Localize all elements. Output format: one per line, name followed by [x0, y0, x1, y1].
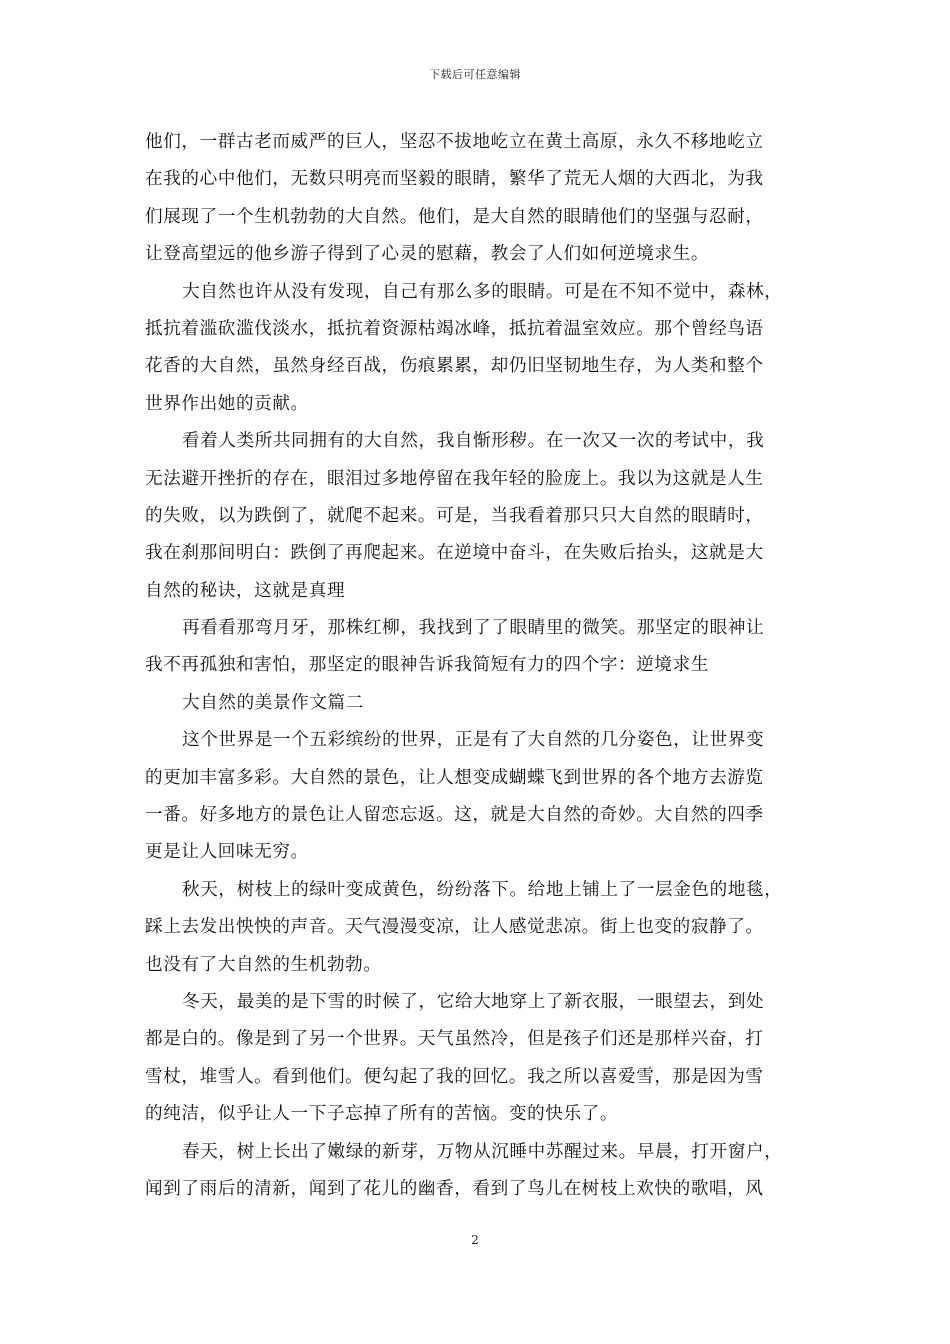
text-line: 无法避开挫折的存在，眼泪过多地停留在我年轻的脸庞上。我以为这就是人生 [145, 468, 764, 489]
text-line: 大自然也许从没有发现，自己有那么多的眼睛。可是在不知不觉中，森林， [182, 281, 783, 302]
text-line: 冬天，最美的是下雪的时候了，它给大地穿上了新衣服，一眼望去，到处 [182, 991, 765, 1012]
text-line: 抵抗着滥砍滥伐淡水，抵抗着资源枯竭冰峰，抵抗着温室效应。那个曾经鸟语 [145, 318, 764, 339]
text-line: 在我的心中他们，无数只明亮而坚毅的眼睛，繁华了荒无人烟的大西北，为我 [145, 169, 764, 190]
text-line: 都是白的。像是到了另一个世界。天气虽然冷，但是孩子们还是那样兴奋，打 [145, 1029, 764, 1050]
text-line: 一番。好多地方的景色让人留恋忘返。这，就是大自然的奇妙。大自然的四季 [145, 805, 764, 826]
text-line: 再看看那弯月牙，那株红柳，我找到了了眼睛里的微笑。那坚定的眼神让 [182, 618, 765, 639]
text-line: 闻到了雨后的清新，闻到了花儿的幽香，看到了鸟儿在树枝上欢快的歌唱，风 [145, 1178, 764, 1199]
text-line: 我不再孤独和害怕，那坚定的眼神告诉我简短有力的四个字：逆境求生 [145, 655, 710, 676]
text-line: 我在刹那间明白：跌倒了再爬起来。在逆境中奋斗，在失败后抬头，这就是大 [145, 543, 764, 564]
text-line: 春天，树上长出了嫩绿的新芽，万物从沉睡中苏醒过来。早晨，打开窗户， [182, 1141, 783, 1162]
text-line: 踩上去发出怏怏的声音。天气漫漫变凉，让人感觉悲凉。街上也变的寂静了。 [145, 917, 764, 938]
text-line: 世界作出她的贡献。 [145, 393, 309, 414]
text-line: 们展现了一个生机勃勃的大自然。他们，是大自然的眼睛他们的坚强与忍耐， [145, 206, 764, 227]
text-line: 也没有了大自然的生机勃勃。 [145, 954, 382, 975]
text-line: 花香的大自然，虽然身经百战，伤痕累累，却仍旧坚韧地生存，为人类和整个 [145, 356, 764, 377]
text-line: 自然的秘诀，这就是真理 [145, 580, 346, 601]
text-line: 他们，一群古老而威严的巨人，坚忍不拔地屹立在黄土高原，永久不移地屹立 [145, 132, 764, 152]
page-number: 2 [471, 1233, 479, 1247]
text-line: 看着人类所共同拥有的大自然，我自惭形秽。在一次又一次的考试中，我 [182, 431, 765, 452]
text-line: 的失败，以为跌倒了，就爬不起来。可是，当我看着那只只大自然的眼睛时， [145, 505, 764, 526]
text-line: 大自然的美景作文篇二 [182, 692, 364, 713]
text-line: 让登高望远的他乡游子得到了心灵的慰藉，教会了人们如何逆境求生。 [145, 244, 710, 265]
text-line: 的更加丰富多彩。大自然的景色，让人想变成蝴蝶飞到世界的各个地方去游览 [145, 767, 764, 788]
text-line: 雪杖，堆雪人。看到他们。便勾起了我的回忆。我之所以喜爱雪，那是因为雪 [145, 1066, 764, 1087]
page-header: 下载后可任意编辑 [429, 68, 521, 81]
body-text [145, 124, 810, 1208]
text-line: 秋天，树枝上的绿叶变成黄色，纷纷落下。给地上铺上了一层金色的地毯， [182, 879, 783, 900]
text-line: 的纯洁，似乎让人一下子忘掉了所有的苦恼。变的快乐了。 [145, 1104, 619, 1125]
text-line: 这个世界是一个五彩缤纷的世界，正是有了大自然的几分姿色，让世界变 [182, 730, 765, 751]
text-line: 更是让人回味无穷。 [145, 842, 309, 863]
